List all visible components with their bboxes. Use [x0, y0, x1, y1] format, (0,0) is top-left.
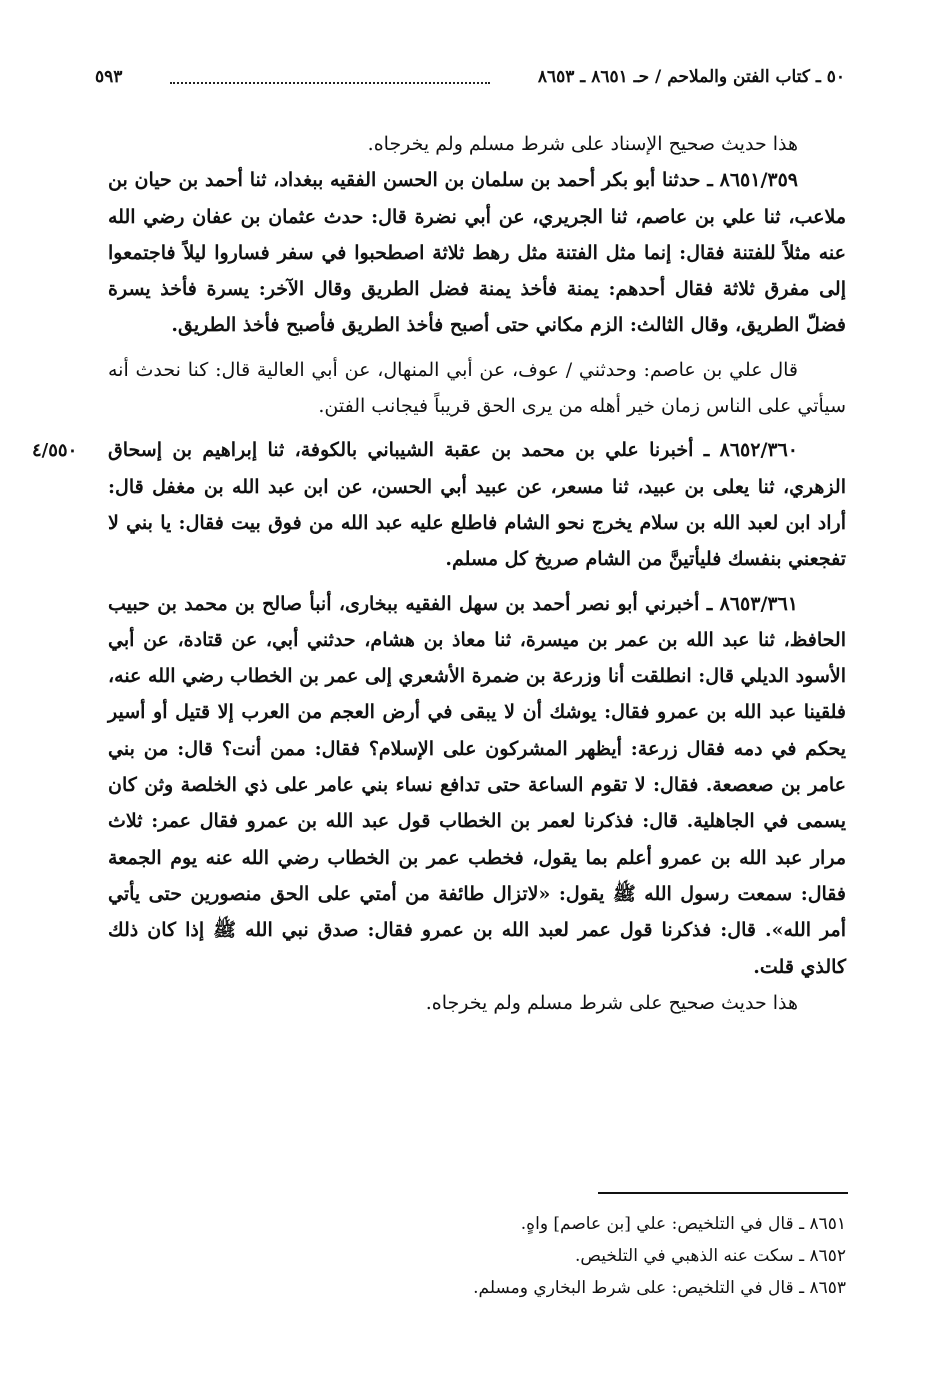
footnote-8651: ٨٦٥١ ـ قال في التلخيص: علي [بن عاصم] واهٍ. — [520, 1214, 846, 1234]
paragraph: هذا حديث صحيح الإسناد على شرط مسلم ولم يخرجاه. — [367, 133, 798, 155]
paragraph: هذا حديث صحيح على شرط مسلم ولم يخرجاه. — [425, 991, 798, 1014]
page-header — [95, 62, 845, 102]
hadith-8653: ٨٦٥٣/٣٦١ ـ أخبرني أبو نصر أحمد بن سهل الفقيه ببخارى، أنبأ صالح بن محمد بن حبيب الحافظ، ثنا عبد الله بن عمر بن ميسرة، ثنا معاذ بن هشام، حدثني أبي، عن قتادة، عن أبي الأسود الديلي قال: انطلقت أنا وزرعة بن ضمرة الأشعري إلى عمر بن الخطاب رضي الله عنه، فلقينا عبد الله بن عمرو فقال: يوشك أن لا يبقى في أرض العجم من العرب إلا قتيل أو أسير يحكم في دمه فقال زرعة: أيظهر المشركون على الإسلام؟ فقال: ممن أنت؟ قال: من بني عامر بن صعصعة. فقال: لا تقوم الساعة حتى تدافع نساء بني عامر على ذي الخلصة وثن كان يسمى في الجاهلية. قال: فذكرنا لعمر بن الخطاب قول عبد الله بن عمرو فقال عمر: ثلاث مرار عبد الله بن عمرو أعلم بما يقول، فخطب عمر بن الخطاب رضي الله عنه يوم الجمعة فقال: سمعت رسول الله ﷺ يقول: «لاتزال طائفة من أمتي على الحق منصورين حتى يأتي أمر الله». قال: فذكرنا قول عمر لعبد الله بن عمرو فقال: صدق نبي الله ﷺ إذا كان ذلك كالذي قلت. — [108, 592, 846, 978]
hadith-8652: ٨٦٥٢/٣٦٠ ـ أخبرنا علي بن محمد بن عقبة الشيباني بالكوفة، ثنا إبراهيم بن إسحاق الزهري، ثنا يعلى بن عبيد، ثنا مسعر، عن عبيد أبي الحسن، عن ابن عبد الله بن مغفل قال: أراد ابن لعبد الله بن سلام يخرج نحو الشام فاطلع عليه عبد الله من فوق بيت فقال: يا بني لا تفجعني بنفسك فليأتينَّ من الشام صريخ كل مسلم. — [108, 439, 846, 571]
footnote-8652: ٨٦٥٢ ـ سكت عنه الذهبي في التلخيص. — [574, 1246, 846, 1266]
footnote-rule — [598, 1192, 848, 1194]
paragraph: قال علي بن عاصم: وحدثني / عوف، عن أبي المنهال، عن أبي العالية قال: كنا نحدث أنه سيأتي على الناس زمان خير أهله من يرى الحق قريباً فيجانب الفتن. — [108, 358, 846, 418]
hadith-8651: ٨٦٥١/٣٥٩ ـ حدثنا أبو بكر أحمد بن سلمان بن الحسن الفقيه ببغداد، ثنا أحمد بن حيان بن ملاعب، ثنا علي بن عاصم، ثنا الجريري، عن أبي نضرة قال: حدث عثمان بن عفان رضي الله عنه مثلاً للفتنة فقال: إنما مثل الفتنة مثل رهط ثلاثة اصطحبوا في سفر فساروا ليلاً فاجتمعوا إلى مفرق ثلاثة فقال أحدهم: يمنة فأخذ يمنة فضل الطريق وقال الآخر: يسرة فأخذ يسرة فضلّ الطريق، وقال الثالث: الزم مكاني حتى أصبح فأخذ الطريق فأصبح فأخذ الطريق. — [108, 169, 846, 337]
running-title: ٥٠ ـ كتاب الفتن والملاحم / حـ ٨٦٥١ ـ ٨٦٥٣ — [537, 67, 845, 87]
dotted-leader — [170, 70, 490, 84]
footnotes — [300, 1208, 846, 1304]
page-number: ٥٩٣ — [95, 67, 123, 87]
main-text — [108, 126, 846, 1021]
margin-reference: ٤/٥٥٠ — [32, 440, 78, 461]
footnote-8653: ٨٦٥٣ ـ قال في التلخيص: على شرط البخاري ومسلم. — [473, 1278, 846, 1298]
